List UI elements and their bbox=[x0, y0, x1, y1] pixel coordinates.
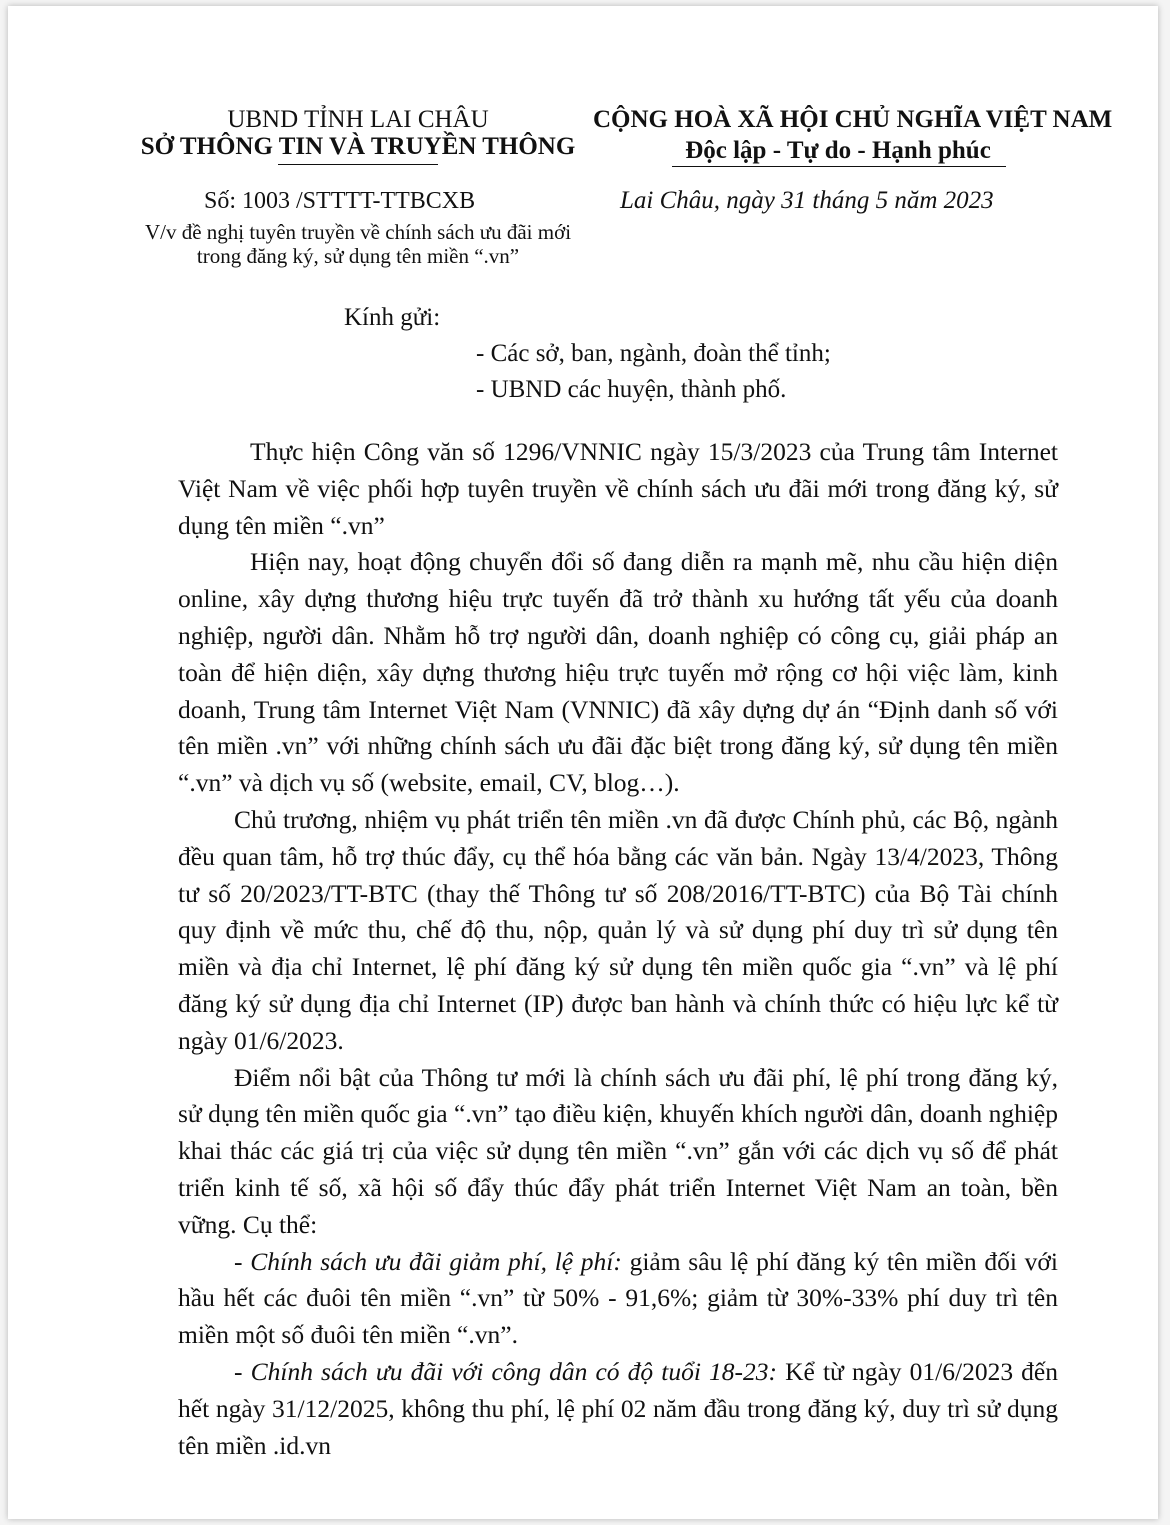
paragraph-2: Hiện nay, hoạt động chuyển đổi số đang diễn ra mạnh mẽ, nhu cầu hiện diện online, xây dựng thương hiệu trực tuyến đã trở thành xu hướng tất yếu của doanh nghiệp, người dân. Nhằm hỗ trợ người dân, doanh nghiệp có công cụ, giải pháp an toàn để hiện diện, xây dựng thương hiệu trực tuyến mở rộng cơ hội việc làm, kinh doanh, Trung tâm Internet Việt Nam (VNNIC) đã xây dựng dự án “Định danh số với tên miền .vn” với những chính sách ưu đãi đặc biệt trong đăng ký, sử dụng tên miền “.vn” và dịch vụ số (website, email, CV, blog…). bbox=[178, 547, 1058, 798]
recipient-2: - UBND các huyện, thành phố. bbox=[476, 376, 787, 403]
paragraph-3: Chủ trương, nhiệm vụ phát triển tên miền .vn đã được Chính phủ, các Bộ, ngành đều quan tâm, hỗ trợ thúc đẩy, cụ thể hóa bằng các văn bản. Ngày 13/4/2023, Thông tư số 20/2023/TT-BTC (thay thế Thông tư số 208/2016/TT-BTC) của Bộ Tài chính quy định về mức thu, chế độ thu, nộp, quản lý và sử dụng phí duy trì sử dụng tên miền và địa chỉ Internet, lệ phí đăng ký sử dụng tên miền quốc gia “.vn” và lệ phí đăng ký sử dụng địa chỉ Internet (IP) được ban hành và chính thức có hiệu lực kể từ ngày 01/6/2023. bbox=[178, 804, 1058, 1055]
paragraph-4: Điểm nổi bật của Thông tư mới là chính sách ưu đãi phí, lệ phí trong đăng ký, sử dụng tên miền quốc gia “.vn” tạo điều kiện, khuyến khích người dân, doanh nghiệp khai thác các giá trị của việc sử dụng tên miền “.vn” gắn với các dịch vụ số để phát triển kinh tế số, xã hội số đẩy thúc đẩy phát triển Internet Việt Nam an toàn, bền vững. Cụ thể: bbox=[178, 1062, 1058, 1239]
policy-1 bbox=[178, 1244, 1058, 1354]
date-line: Lai Châu, ngày 31 tháng 5 năm 2023 bbox=[620, 187, 994, 214]
paragraph-1: Thực hiện Công văn số 1296/VNNIC ngày 15/3/2023 của Trung tâm Internet Việt Nam về việc phối hợp tuyên truyền về chính sách ưu đãi mới trong đăng ký, sử dụng tên miền “.vn” bbox=[178, 437, 1058, 540]
policy-2 bbox=[178, 1354, 1058, 1464]
motto: Độc lập - Tự do - Hạnh phúc bbox=[685, 137, 991, 164]
document-number: Số: 1003 /STTTT-TTBCXB bbox=[204, 188, 476, 214]
salutation: Kính gửi: bbox=[344, 304, 441, 331]
policy-1-text: giảm sâu lệ phí đăng ký tên miền đối với hầu hết các đuôi tên miền “.vn” từ 50% - 91,6%; giảm từ 30%-33% phí duy trì tên miền một số đuôi tên miền “.vn”. bbox=[178, 1246, 1058, 1350]
agency-parent: UBND TỈNH LAI CHÂU bbox=[227, 106, 489, 133]
agency-underline bbox=[278, 164, 438, 165]
nation-title: CỘNG HOÀ XÃ HỘI CHỦ NGHĨA VIỆT NAM bbox=[593, 106, 1113, 133]
policy-2-title: - Chính sách ưu đãi với công dân có độ tuổi 18-23: bbox=[234, 1356, 778, 1386]
motto-underline bbox=[672, 166, 1006, 167]
document-body bbox=[178, 434, 1058, 1464]
agency-name: SỞ THÔNG TIN VÀ TRUYỀN THÔNG bbox=[140, 133, 576, 160]
document-page bbox=[8, 6, 1158, 1519]
recipient-1: - Các sở, ban, ngành, đoàn thể tỉnh; bbox=[476, 340, 831, 367]
policy-1-title: - Chính sách ưu đãi giảm phí, lệ phí: bbox=[234, 1246, 622, 1276]
policy-2-text: Kể từ ngày 01/6/2023 đến hết ngày 31/12/2025, không thu phí, lệ phí 02 năm đầu trong đăng ký, duy trì sử dụng tên miền .id.vn bbox=[178, 1356, 1058, 1460]
document-subject: V/v đề nghị tuyên truyền về chính sách ưu đãi mới trong đăng ký, sử dụng tên miền “.vn” bbox=[144, 220, 572, 268]
